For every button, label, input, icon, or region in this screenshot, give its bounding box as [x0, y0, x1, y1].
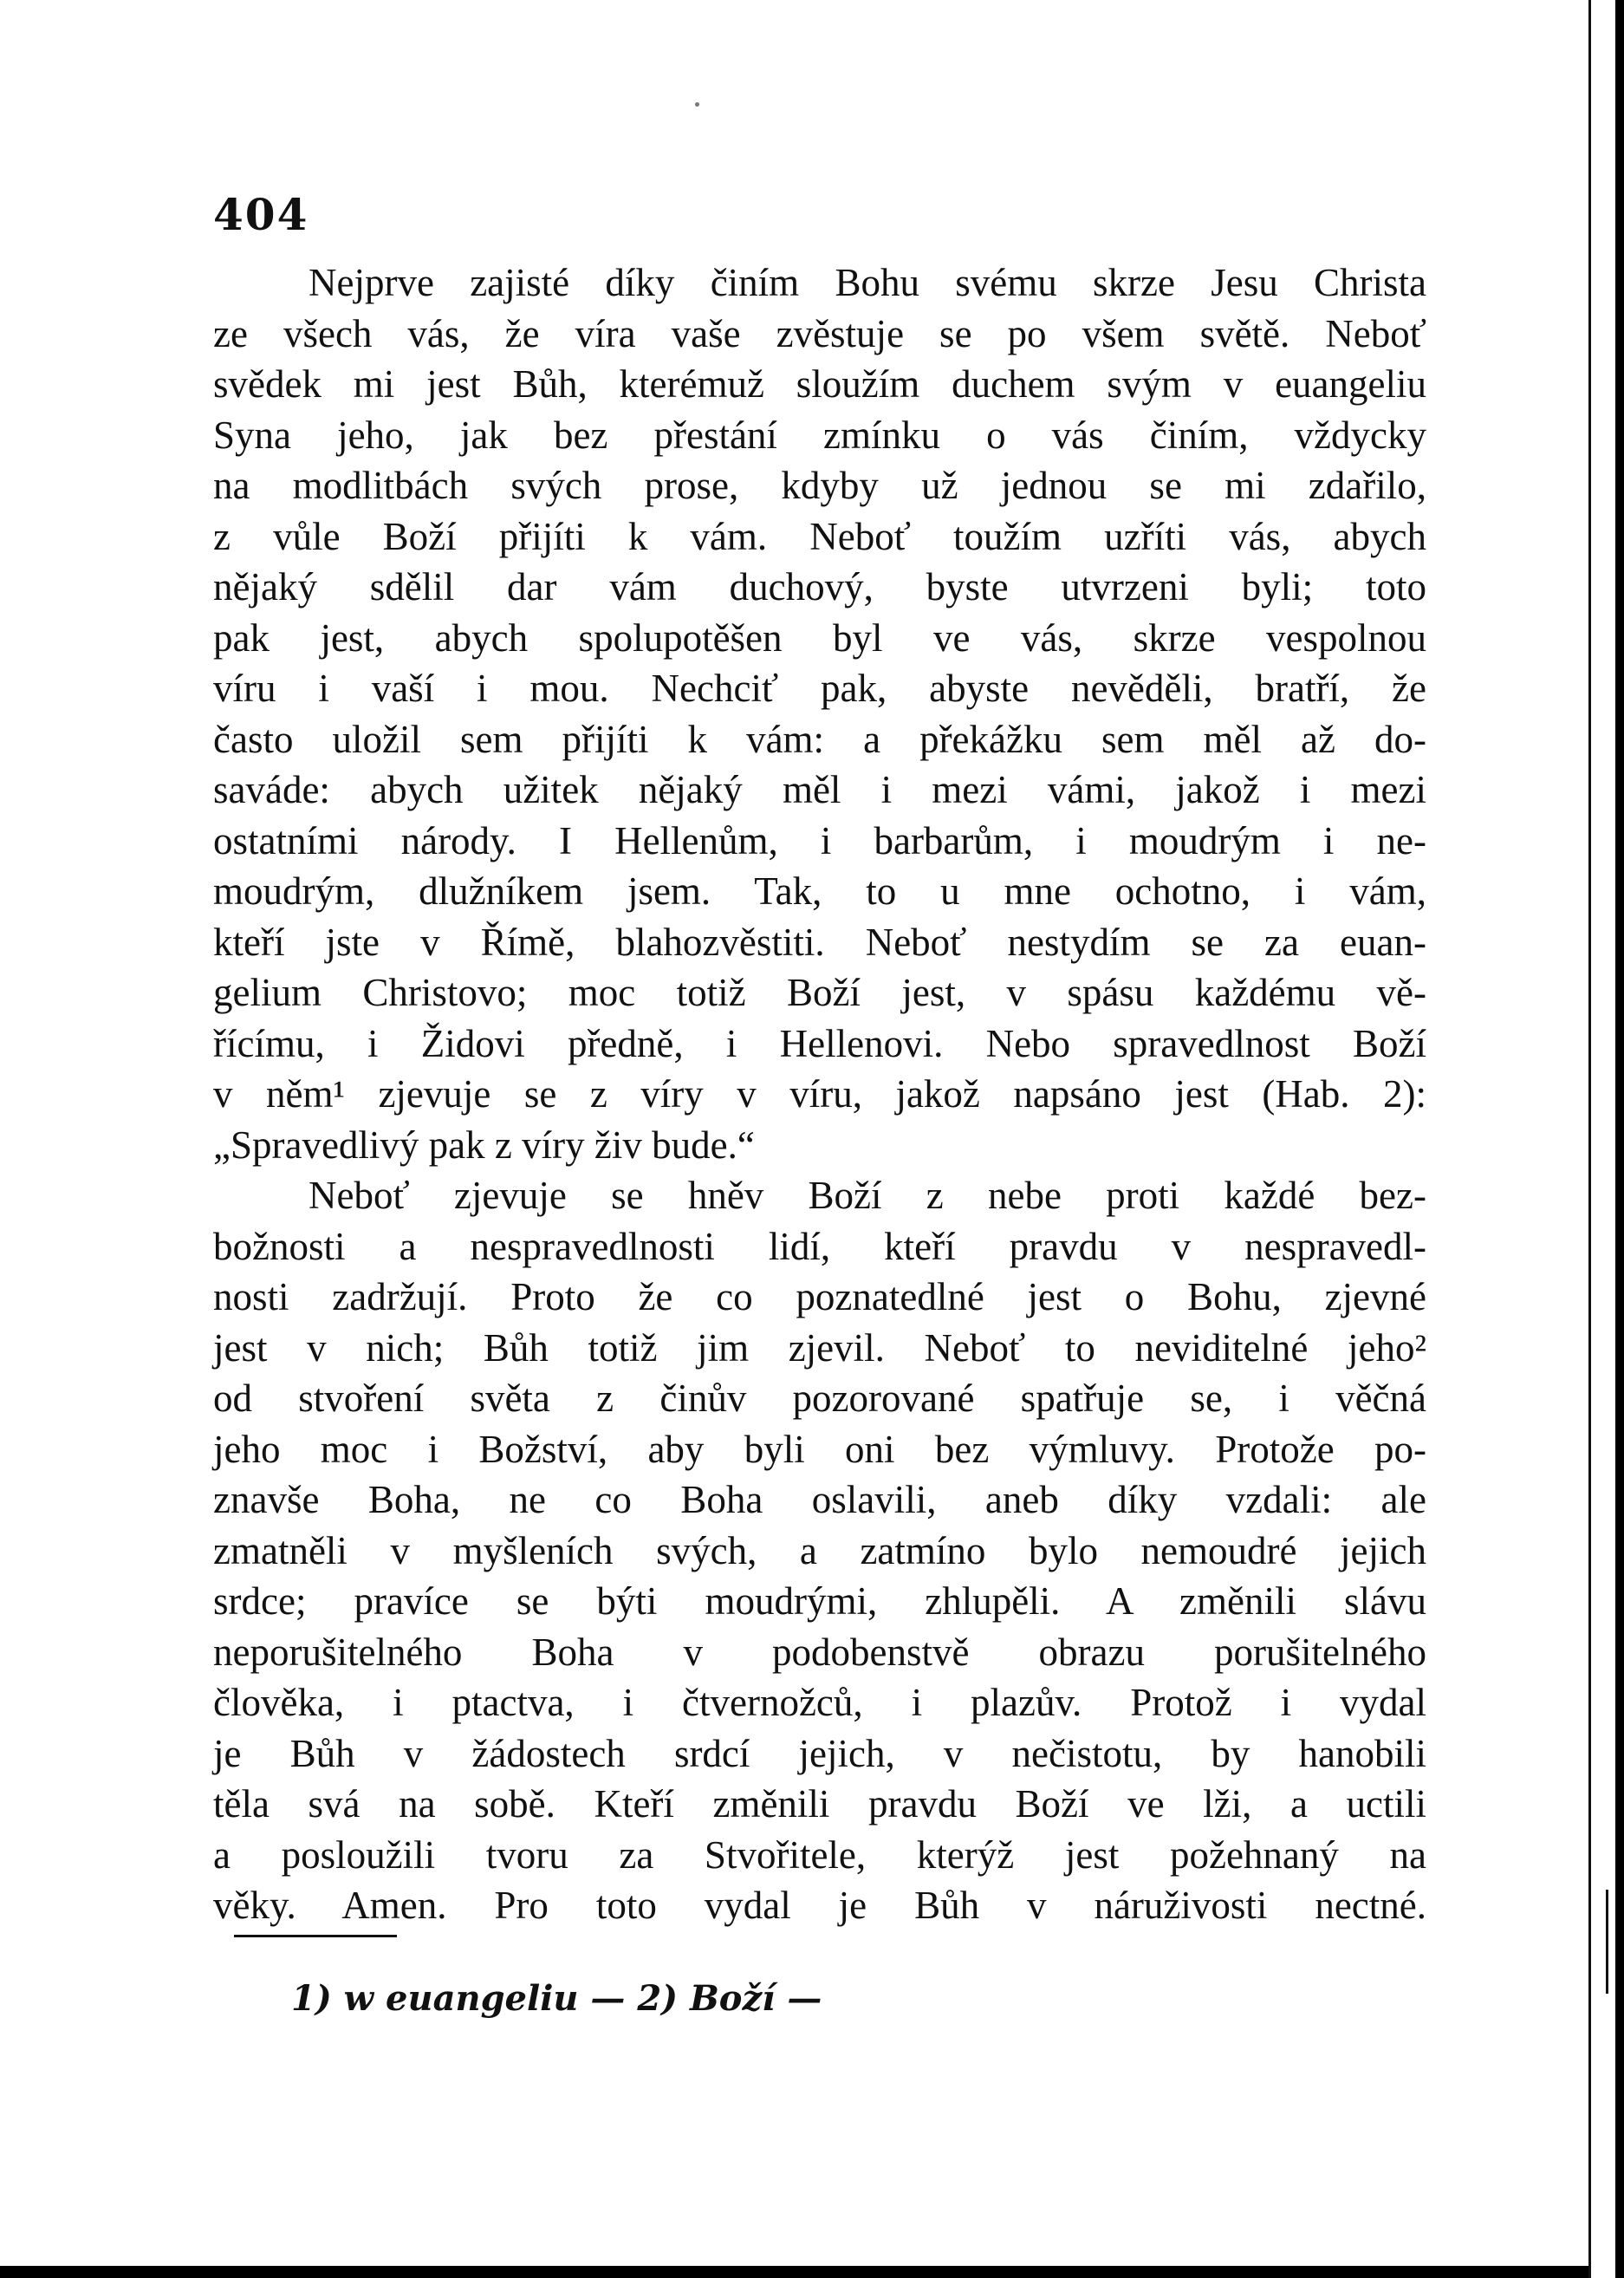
paragraph-1	[213, 257, 1426, 1170]
specks-dot	[695, 102, 699, 107]
text-line: znavše Boha, ne co Boha oslavili, aneb díky vzdali: ale	[213, 1478, 1426, 1521]
text-line: těla svá na sobě. Kteří změnili pravdu Boží ve lži, a uctili	[213, 1782, 1426, 1826]
text-line: často uložil sem přijíti k vám: a překážku sem měl až do-	[213, 717, 1426, 761]
text-line: Neboť zjevuje se hněv Boží z nebe proti každé bez-	[309, 1174, 1426, 1217]
text-line: neporušitelného Boha v podobenstvě obrazu porušitelného	[213, 1630, 1426, 1674]
text-line: saváde: abych užitek nějaký měl i mezi vámi, jakož i mezi	[213, 768, 1426, 811]
text-line: od stvoření světa z činův pozorované spatřuje se, i věčná	[213, 1377, 1426, 1420]
text-line: zmatněli v myšleních svých, a zatmíno bylo nemoudré jejich	[213, 1528, 1426, 1572]
text-line: je Bůh v žádostech srdcí jejich, v nečistotu, by hanobili	[213, 1731, 1426, 1775]
text-line: člověka, i ptactva, i čtvernožců, i plazův. Protož i vydal	[213, 1681, 1426, 1724]
text-line: jeho moc i Božství, aby byli oni bez výmluvy. Protože po-	[213, 1427, 1426, 1471]
text-line: božnosti a nespravedlnosti lidí, kteří pravdu v nespravedl-	[213, 1224, 1426, 1268]
text-line: ze všech vás, že víra vaše zvěstuje se po všem světě. Neboť	[213, 311, 1426, 355]
footnote: 1) w euangeliu — 2) Boží —	[291, 1978, 822, 2019]
page-number: 404	[213, 189, 309, 240]
text-line: gelium Christovo; moc totiž Boží jest, v spásu každému vě-	[213, 971, 1426, 1014]
body-text	[213, 257, 1426, 1931]
text-line: „Spravedlivý pak z víry živ bude.“	[213, 1123, 755, 1167]
paragraph-2	[213, 1170, 1426, 1931]
text-line: nějaký sdělil dar vám duchový, byste utvrzeni byli; toto	[213, 565, 1426, 609]
text-line: srdce; pravíce se býti moudrými, zhlupěli. A změnili slávu	[213, 1579, 1426, 1623]
text-line: v něm¹ zjevuje se z víry v víru, jakož napsáno jest (Hab. 2):	[213, 1072, 1426, 1116]
page-edge	[1588, 0, 1615, 2278]
text-line: moudrým, dlužníkem jsem. Tak, to u mne ochotno, i vám,	[213, 869, 1426, 913]
text-line: nosti zadržují. Proto že co poznatedlné jest o Bohu, zjevné	[213, 1275, 1426, 1318]
text-line: víru i vaší i mou. Nechciť pak, abyste nevěděli, bratří, že	[213, 667, 1426, 710]
text-line: Syna jeho, jak bez přestání zmínku o vás činím, vždycky	[213, 413, 1426, 457]
text-line: na modlitbách svých prose, kdyby už jednou se mi zdařilo,	[213, 464, 1426, 507]
text-line: ostatními národy. I Hellenům, i barbarům, i moudrým i ne-	[213, 818, 1426, 862]
text-line: věky. Amen. Pro toto vydal je Bůh v náruživosti nectné.	[213, 1884, 1426, 1927]
text-line: Nejprve zajisté díky činím Bohu svému skrze Jesu Christa	[309, 261, 1426, 304]
footnote-divider	[234, 1935, 397, 1937]
text-line: pak jest, abych spolupotěšen byl ve vás, skrze vespolnou	[213, 615, 1426, 660]
text-line: z vůle Boží přijíti k vám. Neboť toužím uzříti vás, abych	[213, 514, 1426, 558]
text-line: kteří jste v Římě, blahozvěstiti. Neboť nestydím se za euan-	[213, 920, 1426, 964]
text-line: a posloužili tvoru za Stvořitele, kterýž jest požehnaný na	[213, 1832, 1426, 1877]
text-line: svědek mi jest Bůh, kterémuž sloužím duchem svým v euangeliu	[213, 362, 1426, 406]
text-line: řícímu, i Židovi předně, i Hellenovi. Nebo spravedlnost Boží	[213, 1021, 1426, 1065]
page-edge-mark	[1606, 1890, 1608, 1994]
text-line: jest v nich; Bůh totiž jim zjevil. Neboť to neviditelné jeho²	[213, 1325, 1426, 1370]
